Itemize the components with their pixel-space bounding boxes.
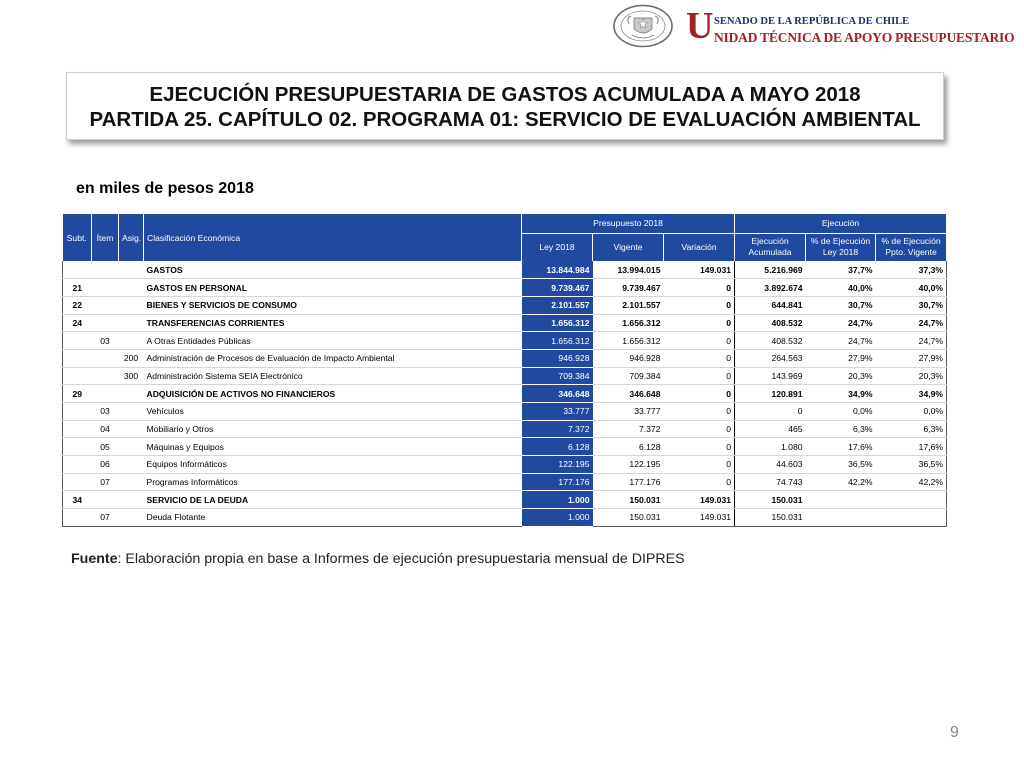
cell-pct-vigente: 36,5% — [876, 456, 947, 474]
cell-ley: 946.928 — [522, 349, 593, 367]
cell-item — [92, 261, 119, 279]
cell-variacion: 0 — [664, 367, 735, 385]
cell-ejecucion: 644.841 — [735, 296, 806, 314]
cell-variacion: 0 — [664, 456, 735, 474]
cell-variacion: 0 — [664, 349, 735, 367]
cell-variacion: 149.031 — [664, 509, 735, 527]
cell-item — [92, 385, 119, 403]
table-row — [63, 349, 947, 367]
cell-desc: Vehículos — [144, 403, 522, 421]
cell-item — [92, 279, 119, 297]
source-label: Fuente — [71, 551, 118, 567]
cell-subt: 34 — [63, 491, 92, 509]
cell-pct-vigente: 17,6% — [876, 438, 947, 456]
table-row — [63, 403, 947, 421]
table-row — [63, 456, 947, 474]
cell-ejecucion: 1.080 — [735, 438, 806, 456]
table-row — [63, 279, 947, 297]
table-row — [63, 438, 947, 456]
cell-variacion: 0 — [664, 473, 735, 491]
cell-vigente: 6.128 — [593, 438, 664, 456]
cell-item — [92, 491, 119, 509]
cell-pct-ley: 24,7% — [806, 314, 876, 332]
cell-desc: A Otras Entidades Públicas — [144, 332, 522, 350]
cell-vigente: 150.031 — [593, 491, 664, 509]
senate-seal-icon — [612, 4, 674, 48]
col-header-subt: Subt. — [63, 214, 92, 261]
cell-variacion: 0 — [664, 403, 735, 421]
cell-vigente: 33.777 — [593, 403, 664, 421]
cell-vigente: 9.739.467 — [593, 279, 664, 297]
table-row — [63, 332, 947, 350]
col-header-pct-ley: % de Ejecución Ley 2018 — [806, 233, 876, 261]
cell-desc: ADQUISICIÓN DE ACTIVOS NO FINANCIEROS — [144, 385, 522, 403]
cell-desc: Deuda Flotante — [144, 509, 522, 527]
cell-item — [92, 296, 119, 314]
cell-pct-ley: 37,7% — [806, 261, 876, 279]
table-row — [63, 385, 947, 403]
cell-pct-vigente: 6,3% — [876, 420, 947, 438]
page-number: 9 — [950, 724, 959, 741]
cell-pct-vigente — [876, 491, 947, 509]
cell-ejecucion: 408.532 — [735, 314, 806, 332]
cell-ley: 177.176 — [522, 473, 593, 491]
cell-vigente: 7.372 — [593, 420, 664, 438]
table-row — [63, 509, 947, 527]
col-header-ley: Ley 2018 — [522, 233, 593, 261]
cell-desc: GASTOS EN PERSONAL — [144, 279, 522, 297]
cell-asig — [119, 279, 144, 297]
cell-asig — [119, 509, 144, 527]
cell-asig — [119, 473, 144, 491]
cell-subt: 29 — [63, 385, 92, 403]
cell-pct-vigente: 0,0% — [876, 403, 947, 421]
cell-vigente: 150.031 — [593, 509, 664, 527]
group-header-presupuesto: Presupuesto 2018 — [522, 214, 735, 233]
cell-ley: 6.128 — [522, 438, 593, 456]
group-header-ejecucion: Ejecución — [735, 214, 947, 233]
cell-variacion: 0 — [664, 279, 735, 297]
cell-ley: 1.000 — [522, 491, 593, 509]
cell-vigente: 1.656.312 — [593, 314, 664, 332]
cell-subt: 22 — [63, 296, 92, 314]
cell-subt: 24 — [63, 314, 92, 332]
cell-pct-ley: 34,9% — [806, 385, 876, 403]
cell-asig — [119, 420, 144, 438]
cell-ejecucion: 150.031 — [735, 509, 806, 527]
cell-variacion: 0 — [664, 314, 735, 332]
cell-variacion: 149.031 — [664, 491, 735, 509]
cell-pct-vigente: 30,7% — [876, 296, 947, 314]
cell-vigente: 346.648 — [593, 385, 664, 403]
cell-pct-ley: 27,9% — [806, 349, 876, 367]
cell-pct-vigente: 42,2% — [876, 473, 947, 491]
cell-desc: Equipos Informáticos — [144, 456, 522, 474]
cell-subt — [63, 473, 92, 491]
cell-pct-vigente: 24,7% — [876, 332, 947, 350]
source-text: : Elaboración propia en base a Informes de ejecución presupuestaria mensual de DIPRES — [117, 551, 685, 567]
cell-ejecucion: 143.969 — [735, 367, 806, 385]
cell-variacion: 0 — [664, 385, 735, 403]
cell-vigente: 1.656.312 — [593, 332, 664, 350]
units-subtitle: en miles de pesos 2018 — [76, 180, 254, 197]
senate-logo — [612, 4, 1015, 48]
cell-ley: 122.195 — [522, 456, 593, 474]
cell-variacion: 0 — [664, 420, 735, 438]
cell-ley: 7.372 — [522, 420, 593, 438]
cell-variacion: 149.031 — [664, 261, 735, 279]
cell-item: 03 — [92, 332, 119, 350]
cell-item: 05 — [92, 438, 119, 456]
logo-letter: U — [686, 5, 714, 47]
cell-desc: Programas Informáticos — [144, 473, 522, 491]
cell-subt — [63, 349, 92, 367]
cell-pct-ley: 40,0% — [806, 279, 876, 297]
cell-item: 07 — [92, 509, 119, 527]
cell-item: 07 — [92, 473, 119, 491]
cell-subt — [63, 261, 92, 279]
cell-pct-ley — [806, 491, 876, 509]
cell-asig — [119, 261, 144, 279]
cell-desc: BIENES Y SERVICIOS DE CONSUMO — [144, 296, 522, 314]
cell-vigente: 709.384 — [593, 367, 664, 385]
cell-vigente: 122.195 — [593, 456, 664, 474]
cell-pct-ley: 36,5% — [806, 456, 876, 474]
cell-asig — [119, 385, 144, 403]
cell-ley: 1.656.312 — [522, 332, 593, 350]
cell-subt — [63, 456, 92, 474]
cell-pct-ley: 30,7% — [806, 296, 876, 314]
cell-ley: 9.739.467 — [522, 279, 593, 297]
cell-item: 03 — [92, 403, 119, 421]
cell-item: 06 — [92, 456, 119, 474]
cell-pct-vigente: 34,9% — [876, 385, 947, 403]
cell-asig — [119, 438, 144, 456]
cell-ejecucion: 0 — [735, 403, 806, 421]
cell-vigente: 177.176 — [593, 473, 664, 491]
col-header-ejecucion: Ejecución Acumulada — [735, 233, 806, 261]
cell-pct-vigente: 24,7% — [876, 314, 947, 332]
cell-variacion: 0 — [664, 438, 735, 456]
cell-asig: 300 — [119, 367, 144, 385]
cell-vigente: 2.101.557 — [593, 296, 664, 314]
cell-pct-ley: 0,0% — [806, 403, 876, 421]
cell-ejecucion: 408.532 — [735, 332, 806, 350]
cell-desc: Máquinas y Equipos — [144, 438, 522, 456]
cell-ejecucion: 3.892.674 — [735, 279, 806, 297]
header-row-groups — [63, 214, 947, 233]
cell-desc: Administración de Procesos de Evaluación de Impacto Ambiental — [144, 349, 522, 367]
cell-ejecucion: 120.891 — [735, 385, 806, 403]
cell-desc: Mobiliario y Otros — [144, 420, 522, 438]
cell-subt — [63, 438, 92, 456]
table-row — [63, 296, 947, 314]
cell-asig — [119, 491, 144, 509]
cell-pct-ley: 42,2% — [806, 473, 876, 491]
cell-ejecucion: 44.603 — [735, 456, 806, 474]
cell-ley: 1.656.312 — [522, 314, 593, 332]
title-line-1: EJECUCIÓN PRESUPUESTARIA DE GASTOS ACUMULADA A MAYO 2018 — [149, 83, 861, 106]
cell-desc: Administración Sistema SEIA Electrónico — [144, 367, 522, 385]
cell-ley: 1.000 — [522, 509, 593, 527]
cell-pct-vigente — [876, 509, 947, 527]
cell-ejecucion: 74.743 — [735, 473, 806, 491]
source-note — [71, 551, 685, 567]
cell-vigente: 946.928 — [593, 349, 664, 367]
table-row — [63, 314, 947, 332]
budget-table — [62, 214, 947, 527]
cell-vigente: 13.994.015 — [593, 261, 664, 279]
cell-ley: 13.844.984 — [522, 261, 593, 279]
cell-asig — [119, 403, 144, 421]
cell-desc: TRANSFERENCIAS CORRIENTES — [144, 314, 522, 332]
cell-ejecucion: 264.563 — [735, 349, 806, 367]
cell-asig — [119, 314, 144, 332]
cell-pct-ley: 6,3% — [806, 420, 876, 438]
cell-item — [92, 349, 119, 367]
cell-asig — [119, 456, 144, 474]
logo-unit-name: NIDAD TÉCNICA DE APOYO PRESUPUESTARIO — [714, 30, 1015, 45]
cell-subt — [63, 367, 92, 385]
cell-pct-ley: 17,6% — [806, 438, 876, 456]
cell-subt: 21 — [63, 279, 92, 297]
col-header-pct-vigente: % de Ejecución Ppto. Vigente — [876, 233, 947, 261]
cell-item — [92, 367, 119, 385]
cell-subt — [63, 403, 92, 421]
cell-asig: 200 — [119, 349, 144, 367]
cell-subt — [63, 332, 92, 350]
cell-subt — [63, 509, 92, 527]
cell-ley: 709.384 — [522, 367, 593, 385]
cell-pct-vigente: 27,9% — [876, 349, 947, 367]
cell-ley: 33.777 — [522, 403, 593, 421]
cell-asig — [119, 332, 144, 350]
cell-pct-ley: 20,3% — [806, 367, 876, 385]
cell-ejecucion: 465 — [735, 420, 806, 438]
cell-pct-vigente: 20,3% — [876, 367, 947, 385]
table-row — [63, 473, 947, 491]
cell-ley: 346.648 — [522, 385, 593, 403]
cell-subt — [63, 420, 92, 438]
table-row — [63, 491, 947, 509]
col-header-vigente: Vigente — [593, 233, 664, 261]
cell-pct-vigente: 40,0% — [876, 279, 947, 297]
cell-desc: GASTOS — [144, 261, 522, 279]
cell-item: 04 — [92, 420, 119, 438]
title-line-2: PARTIDA 25. CAPÍTULO 02. PROGRAMA 01: SERVICIO DE EVALUACIÓN AMBIENTAL — [89, 108, 921, 131]
cell-pct-ley — [806, 509, 876, 527]
cell-ley: 2.101.557 — [522, 296, 593, 314]
col-header-variacion: Variación — [664, 233, 735, 261]
title-box — [66, 72, 944, 140]
table-row — [63, 367, 947, 385]
cell-pct-ley: 24,7% — [806, 332, 876, 350]
col-header-asig: Asig. — [119, 214, 144, 261]
cell-desc: SERVICIO DE LA DEUDA — [144, 491, 522, 509]
col-header-item: Ítem — [92, 214, 119, 261]
table-row — [63, 261, 947, 279]
cell-ejecucion: 150.031 — [735, 491, 806, 509]
col-header-clasificacion: Clasificación Económica — [144, 214, 522, 261]
logo-senate-name: SENADO DE LA REPÚBLICA DE CHILE — [714, 16, 910, 27]
cell-asig — [119, 296, 144, 314]
cell-variacion: 0 — [664, 332, 735, 350]
cell-pct-vigente: 37,3% — [876, 261, 947, 279]
cell-variacion: 0 — [664, 296, 735, 314]
cell-item — [92, 314, 119, 332]
cell-ejecucion: 5.216.969 — [735, 261, 806, 279]
table-row — [63, 420, 947, 438]
